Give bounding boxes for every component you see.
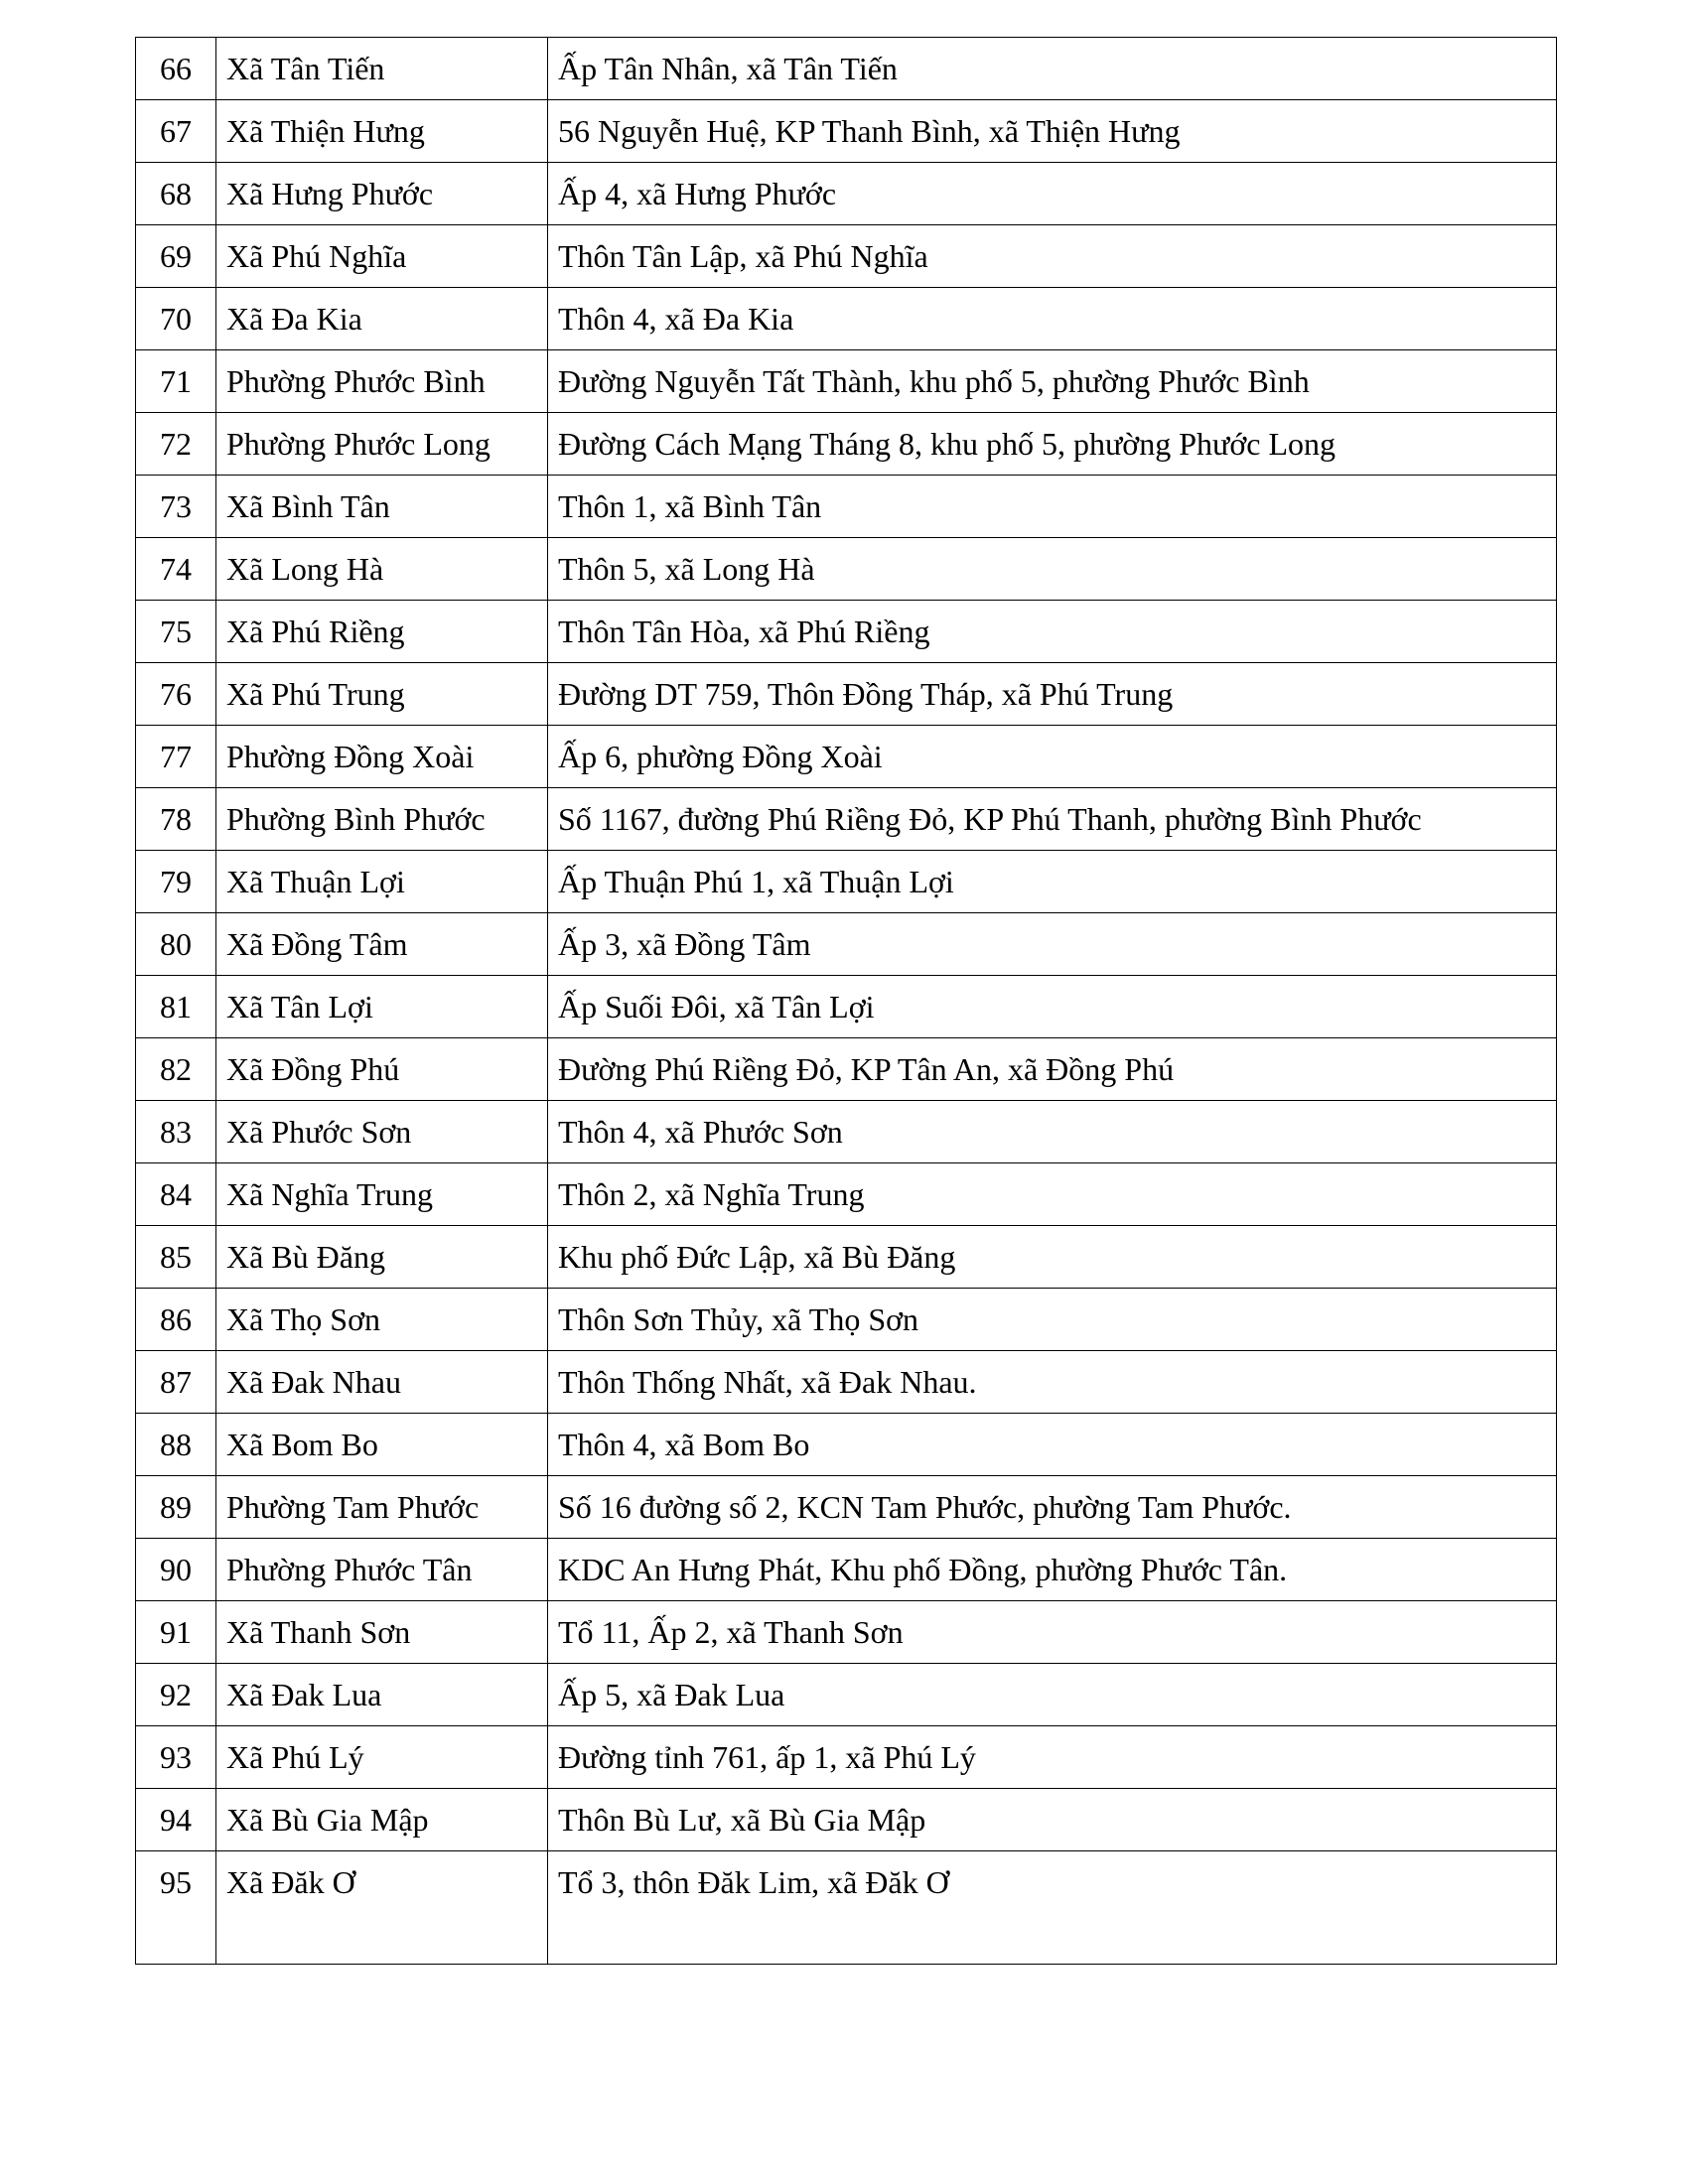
unit-name-cell: Phường Tam Phước [216,1476,548,1539]
address-cell: Đường DT 759, Thôn Đồng Tháp, xã Phú Trung [548,663,1557,726]
row-number-cell: 79 [136,851,216,913]
table-row [136,1226,1557,1289]
table-row [136,851,1557,913]
row-number-cell: 95 [136,1851,216,1965]
unit-name-cell: Xã Tân Lợi [216,976,548,1038]
table-row [136,1539,1557,1601]
unit-name-cell: Xã Phước Sơn [216,1101,548,1163]
table-row [136,1289,1557,1351]
row-number-cell: 89 [136,1476,216,1539]
address-table-body [136,38,1557,1965]
address-cell: Số 1167, đường Phú Riềng Đỏ, KP Phú Thanh, phường Bình Phước [548,788,1557,851]
address-cell: Đường Nguyễn Tất Thành, khu phố 5, phường Phước Bình [548,350,1557,413]
row-number-cell: 74 [136,538,216,601]
table-row [136,976,1557,1038]
unit-name-cell: Xã Thanh Sơn [216,1601,548,1664]
address-cell: Thôn Sơn Thủy, xã Thọ Sơn [548,1289,1557,1351]
address-cell: Thôn Bù Lư, xã Bù Gia Mập [548,1789,1557,1851]
address-cell: Ấp 6, phường Đồng Xoài [548,726,1557,788]
row-number-cell: 90 [136,1539,216,1601]
row-number-cell: 68 [136,163,216,225]
row-number-cell: 91 [136,1601,216,1664]
table-row [136,163,1557,225]
unit-name-cell: Xã Thuận Lợi [216,851,548,913]
unit-name-cell: Xã Phú Lý [216,1726,548,1789]
unit-name-cell: Xã Thọ Sơn [216,1289,548,1351]
table-row [136,1101,1557,1163]
table-row [136,1664,1557,1726]
row-number-cell: 81 [136,976,216,1038]
address-cell: Thôn 4, xã Phước Sơn [548,1101,1557,1163]
table-row [136,413,1557,476]
address-cell: Ấp Suối Đôi, xã Tân Lợi [548,976,1557,1038]
unit-name-cell: Xã Đồng Tâm [216,913,548,976]
table-row [136,1351,1557,1414]
row-number-cell: 67 [136,100,216,163]
table-row [136,350,1557,413]
unit-name-cell: Xã Đak Lua [216,1664,548,1726]
address-cell: Số 16 đường số 2, KCN Tam Phước, phường Tam Phước. [548,1476,1557,1539]
row-number-cell: 93 [136,1726,216,1789]
unit-name-cell: Xã Bù Đăng [216,1226,548,1289]
unit-name-cell: Xã Phú Trung [216,663,548,726]
table-row [136,1476,1557,1539]
row-number-cell: 85 [136,1226,216,1289]
address-cell: Thôn 4, xã Bom Bo [548,1414,1557,1476]
unit-name-cell: Xã Phú Riềng [216,601,548,663]
address-cell: Thôn Thống Nhất, xã Đak Nhau. [548,1351,1557,1414]
address-table [135,37,1557,1965]
address-cell: Tổ 11, Ấp 2, xã Thanh Sơn [548,1601,1557,1664]
unit-name-cell: Xã Đăk Ơ [216,1851,548,1965]
address-cell: Ấp Tân Nhân, xã Tân Tiến [548,38,1557,100]
table-row [136,1414,1557,1476]
table-row [136,1726,1557,1789]
table-row [136,225,1557,288]
row-number-cell: 86 [136,1289,216,1351]
table-row [136,1163,1557,1226]
row-number-cell: 82 [136,1038,216,1101]
row-number-cell: 76 [136,663,216,726]
row-number-cell: 83 [136,1101,216,1163]
unit-name-cell: Xã Hưng Phước [216,163,548,225]
address-cell: Đường tỉnh 761, ấp 1, xã Phú Lý [548,1726,1557,1789]
row-number-cell: 80 [136,913,216,976]
row-number-cell: 71 [136,350,216,413]
table-row [136,476,1557,538]
row-number-cell: 72 [136,413,216,476]
address-cell: Thôn 5, xã Long Hà [548,538,1557,601]
unit-name-cell: Phường Đồng Xoài [216,726,548,788]
address-cell: Thôn 2, xã Nghĩa Trung [548,1163,1557,1226]
table-row [136,601,1557,663]
unit-name-cell: Xã Bình Tân [216,476,548,538]
unit-name-cell: Xã Bù Gia Mập [216,1789,548,1851]
unit-name-cell: Phường Phước Tân [216,1539,548,1601]
row-number-cell: 66 [136,38,216,100]
address-cell: KDC An Hưng Phát, Khu phố Đồng, phường Phước Tân. [548,1539,1557,1601]
unit-name-cell: Phường Phước Bình [216,350,548,413]
table-row [136,1601,1557,1664]
table-row [136,1038,1557,1101]
table-row [136,913,1557,976]
unit-name-cell: Xã Đak Nhau [216,1351,548,1414]
row-number-cell: 92 [136,1664,216,1726]
row-number-cell: 75 [136,601,216,663]
address-cell: 56 Nguyễn Huệ, KP Thanh Bình, xã Thiện Hưng [548,100,1557,163]
row-number-cell: 78 [136,788,216,851]
table-row [136,663,1557,726]
address-cell: Khu phố Đức Lập, xã Bù Đăng [548,1226,1557,1289]
row-number-cell: 69 [136,225,216,288]
unit-name-cell: Xã Tân Tiến [216,38,548,100]
row-number-cell: 88 [136,1414,216,1476]
table-row [136,538,1557,601]
unit-name-cell: Xã Đa Kia [216,288,548,350]
table-row [136,726,1557,788]
unit-name-cell: Xã Bom Bo [216,1414,548,1476]
table-row [136,788,1557,851]
row-number-cell: 70 [136,288,216,350]
table-row [136,100,1557,163]
address-cell: Thôn 4, xã Đa Kia [548,288,1557,350]
row-number-cell: 73 [136,476,216,538]
address-cell: Thôn Tân Hòa, xã Phú Riềng [548,601,1557,663]
unit-name-cell: Xã Nghĩa Trung [216,1163,548,1226]
address-cell: Đường Cách Mạng Tháng 8, khu phố 5, phường Phước Long [548,413,1557,476]
row-number-cell: 94 [136,1789,216,1851]
unit-name-cell: Xã Phú Nghĩa [216,225,548,288]
unit-name-cell: Phường Phước Long [216,413,548,476]
address-cell: Tổ 3, thôn Đăk Lim, xã Đăk Ơ [548,1851,1557,1965]
address-cell: Ấp Thuận Phú 1, xã Thuận Lợi [548,851,1557,913]
row-number-cell: 84 [136,1163,216,1226]
address-cell: Ấp 5, xã Đak Lua [548,1664,1557,1726]
row-number-cell: 77 [136,726,216,788]
table-row [136,1851,1557,1965]
unit-name-cell: Xã Long Hà [216,538,548,601]
table-row [136,288,1557,350]
address-cell: Ấp 3, xã Đồng Tâm [548,913,1557,976]
row-number-cell: 87 [136,1351,216,1414]
address-cell: Ấp 4, xã Hưng Phước [548,163,1557,225]
table-row [136,1789,1557,1851]
unit-name-cell: Xã Thiện Hưng [216,100,548,163]
address-cell: Thôn Tân Lập, xã Phú Nghĩa [548,225,1557,288]
table-row [136,38,1557,100]
unit-name-cell: Phường Bình Phước [216,788,548,851]
address-cell: Đường Phú Riềng Đỏ, KP Tân An, xã Đồng Phú [548,1038,1557,1101]
unit-name-cell: Xã Đồng Phú [216,1038,548,1101]
address-cell: Thôn 1, xã Bình Tân [548,476,1557,538]
